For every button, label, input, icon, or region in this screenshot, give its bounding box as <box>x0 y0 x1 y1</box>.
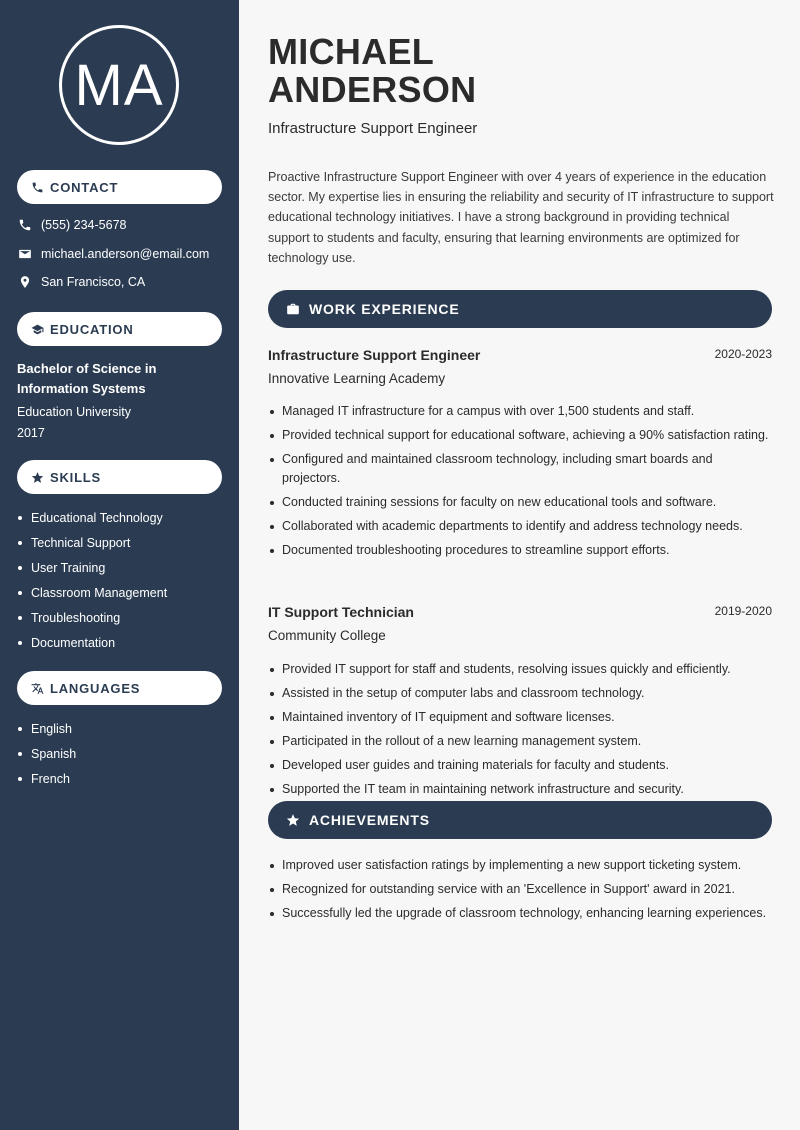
job-dates: 2020-2023 <box>714 347 772 361</box>
phone-icon <box>17 217 32 232</box>
name-last: ANDERSON <box>268 69 477 110</box>
list-item: Managed IT infrastructure for a campus with over 1,500 students and staff. <box>268 402 774 421</box>
contact-location <box>17 274 145 289</box>
contact-heading <box>17 170 222 204</box>
name-first: MICHAEL <box>268 31 435 72</box>
education-heading-label: EDUCATION <box>50 321 134 337</box>
star-icon <box>285 812 301 828</box>
email-icon <box>17 246 32 261</box>
list-item: Spanish <box>17 746 76 771</box>
contact-email-text: michael.anderson@email.com <box>41 246 210 261</box>
briefcase-icon <box>285 301 301 317</box>
achievements-heading-label: ACHIEVEMENTS <box>309 812 430 828</box>
list-item: Maintained inventory of IT equipment and software licenses. <box>268 708 774 727</box>
profile-summary: Proactive Infrastructure Support Engineer with over 4 years of experience in the education sector. My expertise lies in ensuring the reliability and security of IT infrastructure to support educational technology initiatives. I have a strong background in providing technical support to students and faculty, ensuring that learning environments are optimized for technology use. <box>268 170 774 265</box>
phone-icon <box>30 180 44 194</box>
job-title: IT Support Technician <box>268 604 414 620</box>
languages-list <box>17 721 76 796</box>
list-item: Developed user guides and training materials for faculty and students. <box>268 756 774 775</box>
list-item: Documentation <box>17 635 167 660</box>
contact-phone <box>17 217 126 232</box>
star-icon <box>30 470 44 484</box>
achievements-list <box>268 856 774 928</box>
education-year: 2017 <box>17 426 45 440</box>
list-item: Assisted in the setup of computer labs and classroom technology. <box>268 684 774 703</box>
list-item: Improved user satisfaction ratings by implementing a new support ticketing system. <box>268 856 774 875</box>
contact-heading-label: CONTACT <box>50 179 119 195</box>
education-degree: Bachelor of Science in Information Systems <box>17 361 157 396</box>
job-organization: Innovative Learning Academy <box>268 371 446 386</box>
list-item: Classroom Management <box>17 585 167 610</box>
list-item: Configured and maintained classroom technology, including smart boards and projectors. <box>268 450 774 488</box>
list-item: Supported the IT team in maintaining network infrastructure and security. <box>268 780 774 799</box>
graduation-cap-icon <box>30 322 44 336</box>
job-role: Infrastructure Support Engineer <box>268 120 478 137</box>
list-item: Collaborated with academic departments to identify and address technology needs. <box>268 517 774 536</box>
job-bullets <box>268 660 774 804</box>
list-item: Technical Support <box>17 535 167 560</box>
education-entry <box>17 359 227 443</box>
list-item: Participated in the rollout of a new learning management system. <box>268 732 774 751</box>
education-school: Education University <box>17 405 131 419</box>
languages-heading <box>17 671 222 705</box>
list-item: English <box>17 721 76 746</box>
list-item: Conducted training sessions for faculty on new educational tools and software. <box>268 493 774 512</box>
education-heading <box>17 312 222 346</box>
contact-location-text: San Francisco, CA <box>41 274 146 289</box>
location-pin-icon <box>17 274 32 289</box>
languages-heading-label: LANGUAGES <box>50 680 141 696</box>
job-bullets <box>268 402 774 565</box>
work-experience-heading <box>268 290 772 328</box>
list-item: Educational Technology <box>17 510 167 535</box>
list-item: Troubleshooting <box>17 610 167 635</box>
work-experience-heading-label: WORK EXPERIENCE <box>309 301 460 317</box>
achievements-heading <box>268 801 772 839</box>
skills-heading-label: SKILLS <box>50 469 102 485</box>
list-item: Provided IT support for staff and students, resolving issues quickly and efficiently. <box>268 660 774 679</box>
contact-email <box>17 246 209 261</box>
job-title: Infrastructure Support Engineer <box>268 347 481 363</box>
monogram-avatar: MA <box>59 25 179 145</box>
list-item: Documented troubleshooting procedures to streamline support efforts. <box>268 541 774 560</box>
skills-list <box>17 510 167 660</box>
translate-icon <box>30 681 44 695</box>
list-item: Successfully led the upgrade of classroom technology, enhancing learning experiences. <box>268 904 774 923</box>
list-item: Provided technical support for educational software, achieving a 90% satisfaction rating. <box>268 426 774 445</box>
contact-phone-text: (555) 234-5678 <box>41 217 127 232</box>
skills-heading <box>17 460 222 494</box>
list-item: Recognized for outstanding service with an 'Excellence in Support' award in 2021. <box>268 880 774 899</box>
sidebar <box>0 0 239 1130</box>
job-organization: Community College <box>268 628 386 643</box>
job-dates: 2019-2020 <box>714 604 772 618</box>
full-name <box>268 33 476 109</box>
list-item: French <box>17 771 76 796</box>
list-item: User Training <box>17 560 167 585</box>
